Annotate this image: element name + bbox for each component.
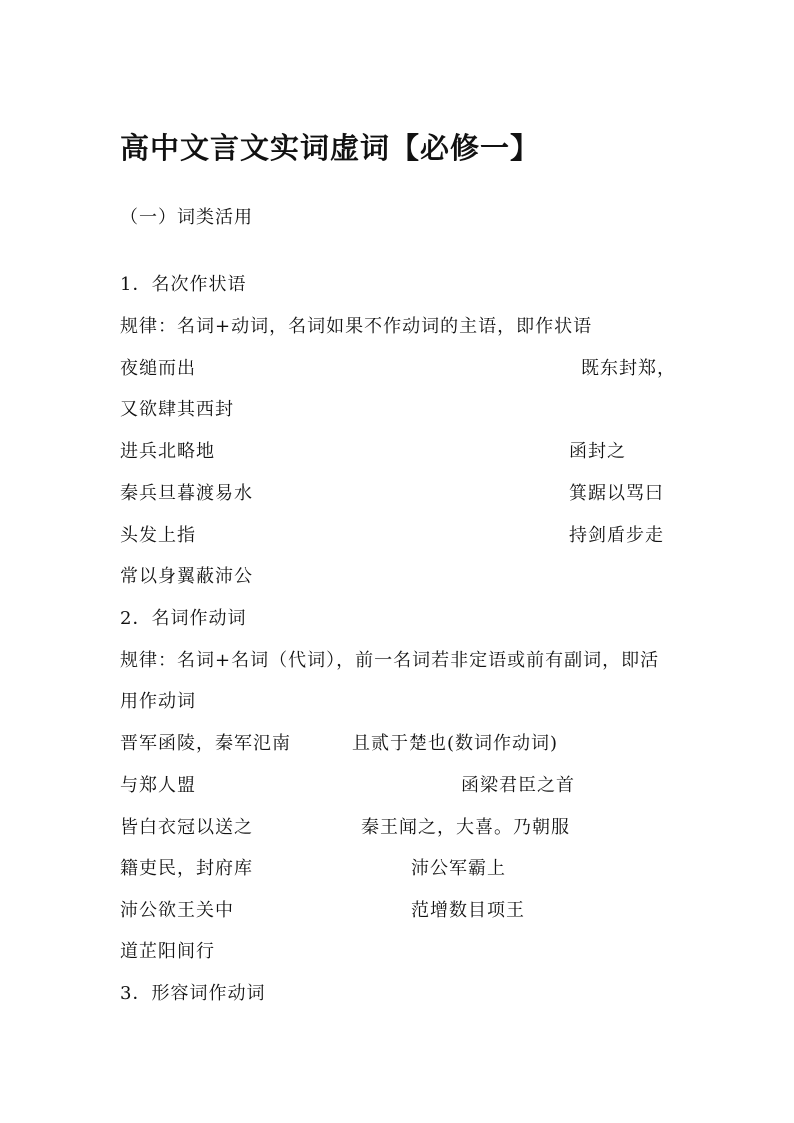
sub1-row1-left: 夜缒而出 xyxy=(120,358,196,379)
sub1-row2-left: 又欲肆其西封 xyxy=(120,399,234,420)
sub2-row2-right: 函梁君臣之首 xyxy=(461,775,575,796)
sub1-rule: 规律：名词+动词，名词如果不作动词的主语，即作状语 xyxy=(120,316,593,337)
sub2-rule-line1: 规律：名词+名词（代词），前一名词若非定语或前有副词，即活 xyxy=(120,650,660,671)
sub2-heading: 2．名词作动词 xyxy=(120,608,247,629)
sub2-row4-left: 籍吏民，封府库 xyxy=(120,858,253,879)
sub1-row6-left: 常以身翼蔽沛公 xyxy=(120,566,253,587)
sub1-row1-right: 既东封郑， xyxy=(581,358,676,379)
sub2-row3-right: 秦王闻之，大喜。乃朝服 xyxy=(361,817,570,838)
sub1-row4-right: 箕踞以骂曰 xyxy=(569,483,664,504)
sub2-row1-left: 晋军函陵，秦军氾南 xyxy=(120,733,291,754)
sub2-row3-left: 皆白衣冠以送之 xyxy=(120,817,253,838)
sub1-heading: 1．名次作状语 xyxy=(120,274,247,295)
sub1-row3-right: 函封之 xyxy=(569,441,626,462)
sub1-row4-left: 秦兵旦暮渡易水 xyxy=(120,483,253,504)
sub2-row5-left: 沛公欲王关中 xyxy=(120,900,234,921)
sub1-row5-left: 头发上指 xyxy=(120,525,196,546)
sub1-row3-left: 进兵北略地 xyxy=(120,441,215,462)
sub3-heading: 3．形容词作动词 xyxy=(120,983,266,1004)
sub1-row5-right: 持剑盾步走 xyxy=(569,525,664,546)
section-heading: （一）词类活用 xyxy=(120,207,253,228)
sub2-row5-right: 范增数目项王 xyxy=(411,900,525,921)
sub2-row6-left: 道芷阳间行 xyxy=(120,941,215,962)
sub2-row1-right: 且贰于楚也(数词作动词) xyxy=(352,733,559,754)
document-title: 高中文言文实词虚词【必修一】 xyxy=(120,131,541,165)
sub2-row4-right: 沛公军霸上 xyxy=(411,858,506,879)
sub2-row2-left: 与郑人盟 xyxy=(120,775,196,796)
sub2-rule-line2: 用作动词 xyxy=(120,691,196,712)
